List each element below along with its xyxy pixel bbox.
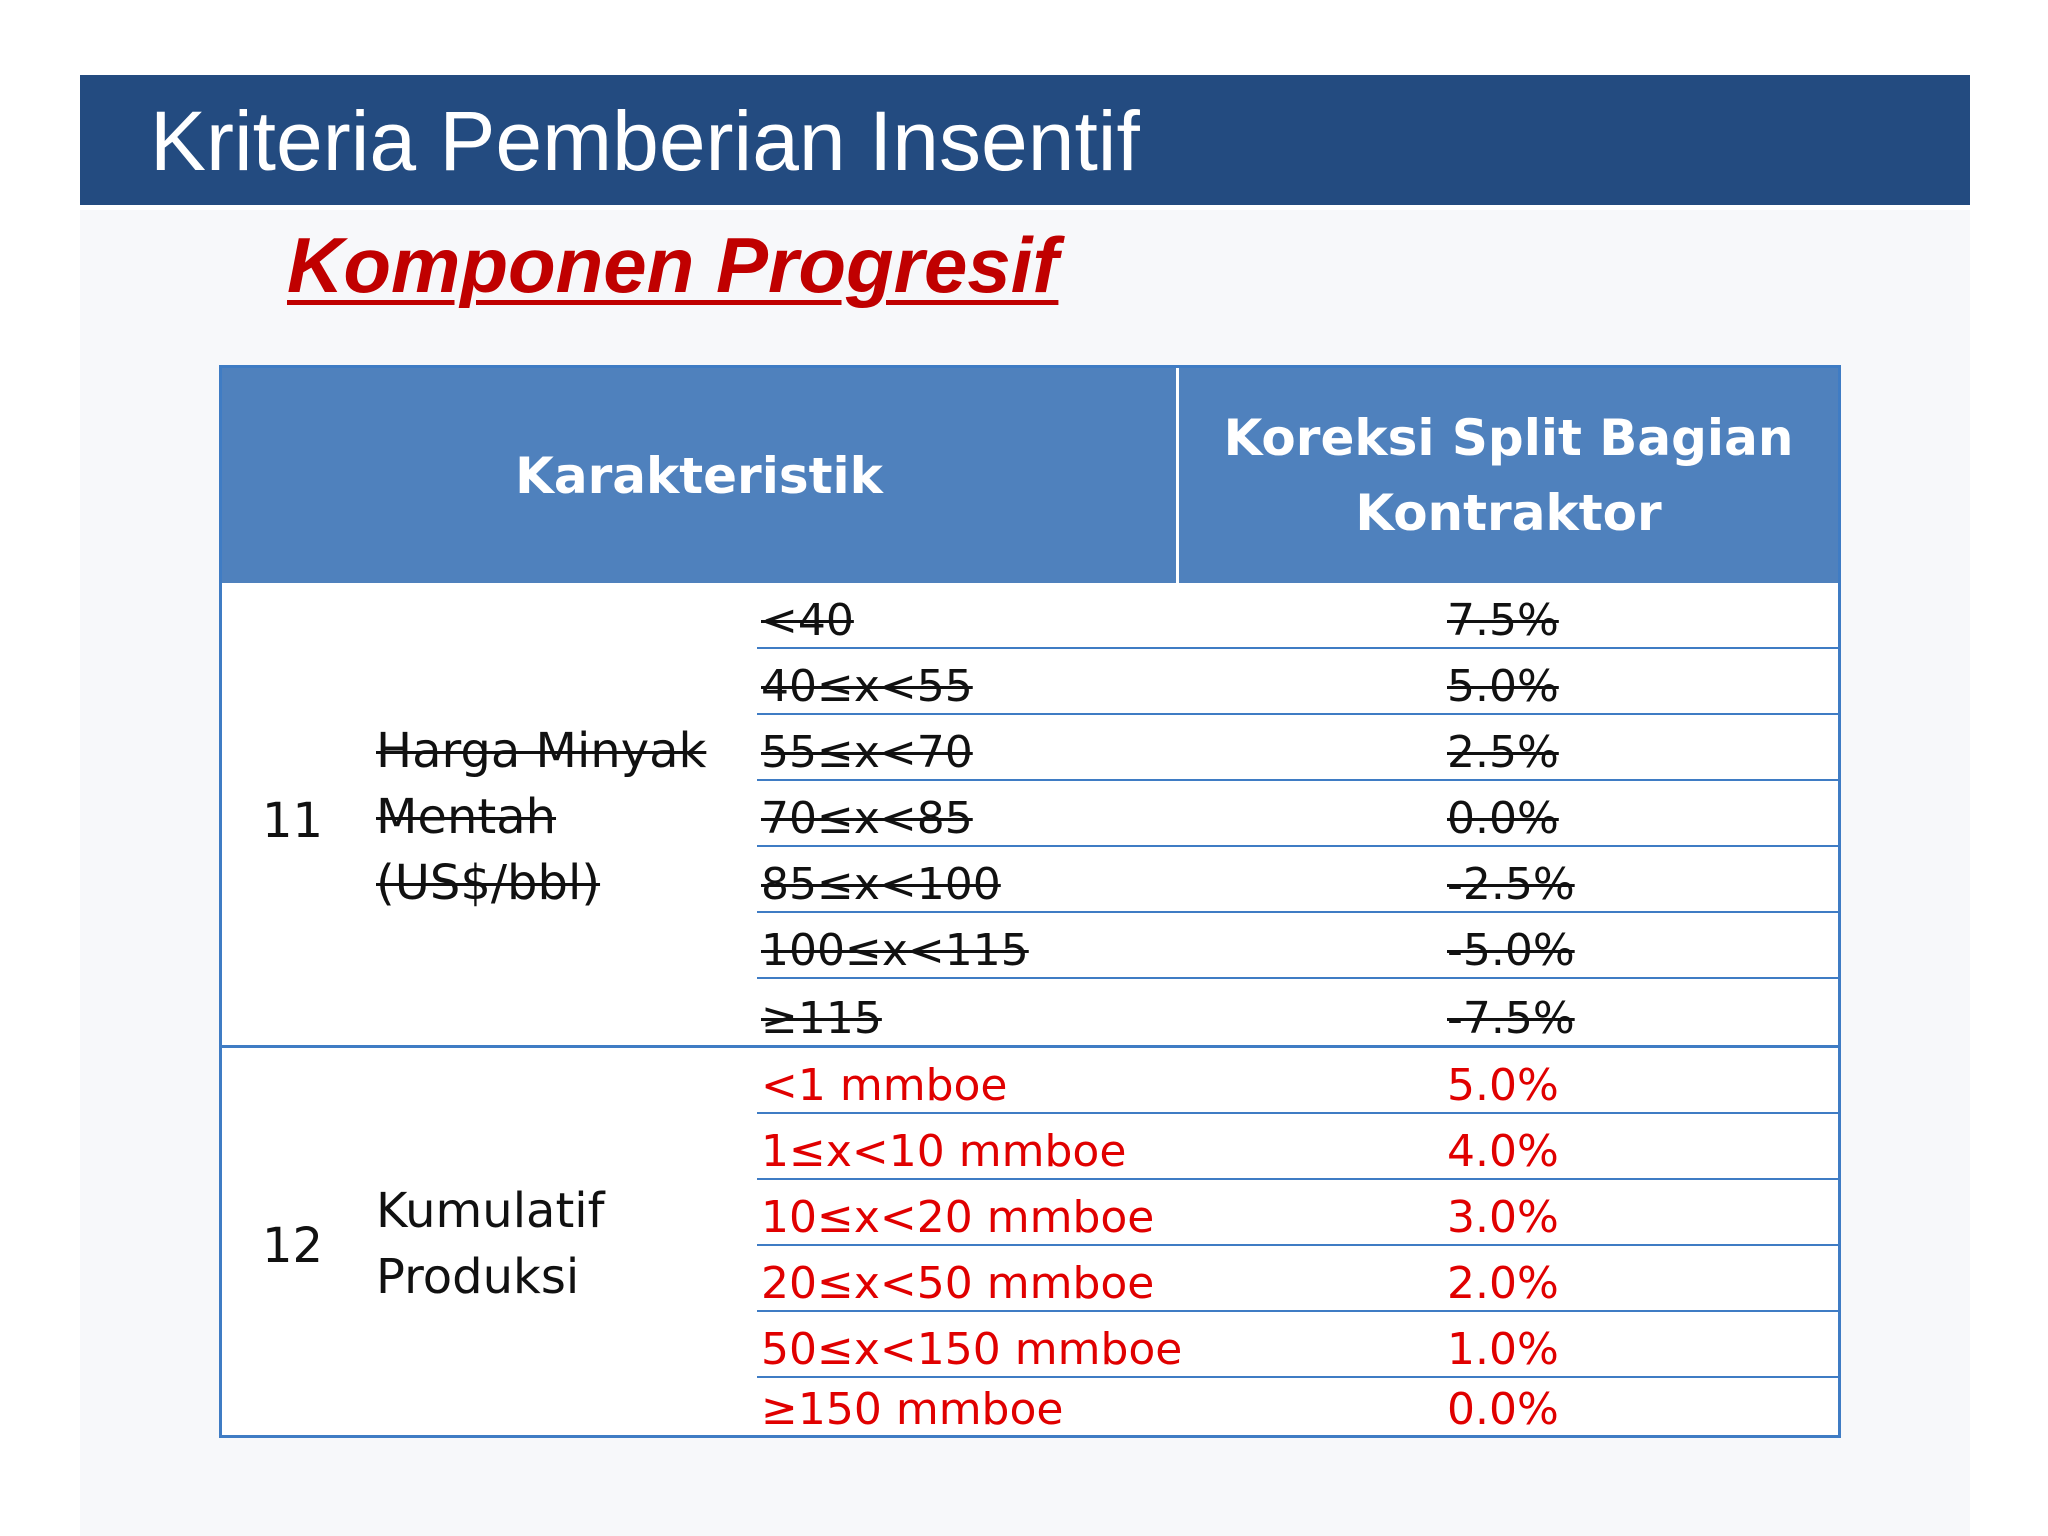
table-row [757, 913, 1841, 979]
table-row [757, 1114, 1841, 1180]
table-row [757, 1180, 1841, 1246]
range-cell: <40 [761, 595, 854, 646]
value-cell: 2.0% [1447, 1258, 1559, 1309]
table-row [757, 847, 1841, 913]
table-row [757, 1370, 1841, 1436]
value-cell: 4.0% [1447, 1126, 1559, 1177]
range-cell: 100≤x<115 [761, 925, 1029, 976]
value-cell: 5.0% [1447, 1060, 1559, 1111]
range-cell: 50≤x<150 mmboe [761, 1324, 1183, 1375]
value-cell: 3.0% [1447, 1192, 1559, 1243]
table-row [757, 583, 1841, 649]
range-cell: 40≤x<55 [761, 661, 973, 712]
range-cell: ≥150 mmboe [761, 1384, 1064, 1435]
value-cell: 0.0% [1447, 1384, 1559, 1435]
table-row [757, 1312, 1841, 1378]
value-cell: 1.0% [1447, 1324, 1559, 1375]
value-cell: 2.5% [1447, 727, 1559, 778]
header-right-line-1: Koreksi Split Bagian [1223, 408, 1794, 467]
range-cell: <1 mmboe [761, 1060, 1008, 1111]
range-cell: 1≤x<10 mmboe [761, 1126, 1127, 1177]
header-karakteristik: Karakteristik [515, 446, 883, 505]
range-cell: 20≤x<50 mmboe [761, 1258, 1155, 1309]
title-bar [80, 75, 1970, 205]
group-label-line: Mentah [376, 789, 557, 845]
range-cell: 70≤x<85 [761, 793, 973, 844]
group-label-line: Kumulatif [376, 1183, 605, 1239]
table-row [757, 781, 1841, 847]
table-row [757, 1246, 1841, 1312]
table-row [757, 979, 1841, 1045]
table-row [757, 1048, 1841, 1114]
value-cell: -7.5% [1447, 993, 1575, 1044]
value-cell: 5.0% [1447, 661, 1559, 712]
slide-subtitle: Komponen Progresif [287, 221, 1059, 309]
table-row [757, 649, 1841, 715]
group-label-cumulative-production [376, 1178, 605, 1310]
range-cell: 85≤x<100 [761, 859, 1001, 910]
range-cell: ≥115 [761, 993, 882, 1044]
incentive-table [219, 365, 1841, 1438]
value-cell: 7.5% [1447, 595, 1559, 646]
table-row [757, 715, 1841, 781]
group-label-line: Harga Minyak [376, 723, 707, 779]
header-right-line-2: Kontraktor [1355, 483, 1662, 542]
slide-title: Kriteria Pemberian Insentif [150, 94, 1140, 188]
group-number-12: 12 [262, 1218, 324, 1274]
group-label-line: Produksi [376, 1249, 580, 1305]
value-cell: -2.5% [1447, 859, 1575, 910]
value-cell: -5.0% [1447, 925, 1575, 976]
group-label-line: (US$/bbl) [376, 855, 601, 911]
group-number-11: 11 [262, 793, 324, 849]
group-label-oil-price [376, 718, 706, 916]
value-cell: 0.0% [1447, 793, 1559, 844]
range-cell: 55≤x<70 [761, 727, 973, 778]
range-cell: 10≤x<20 mmboe [761, 1192, 1155, 1243]
table-header [222, 368, 1838, 583]
header-koreksi-split [1179, 368, 1838, 583]
